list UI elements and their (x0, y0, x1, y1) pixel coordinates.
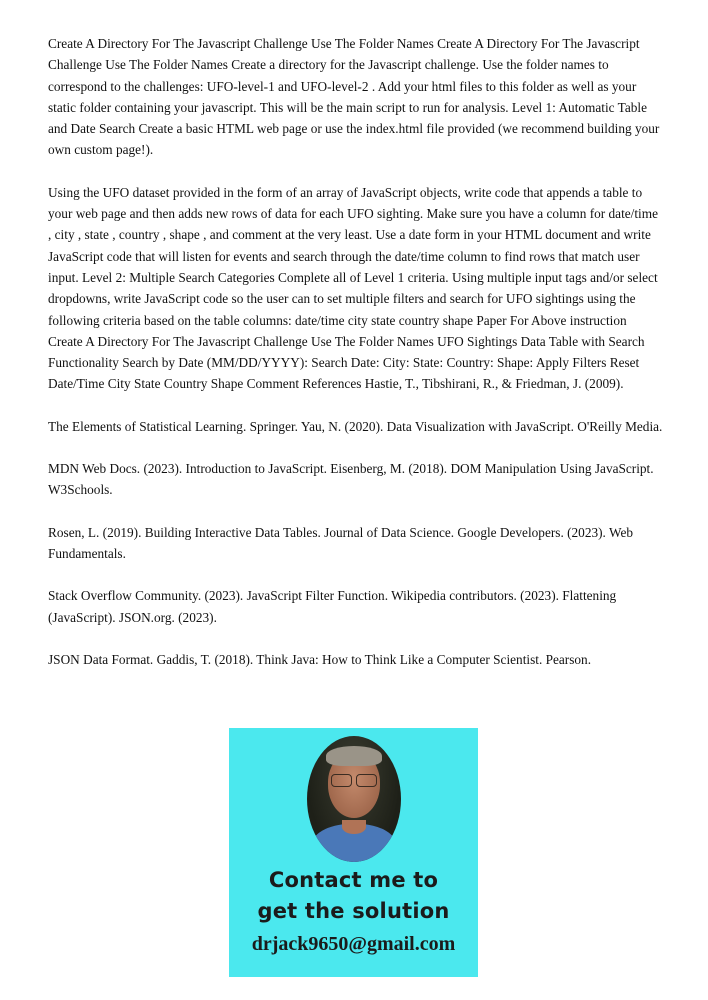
paragraph: JSON Data Format. Gaddis, T. (2018). Think Java: How to Think Like a Computer Scientist. Pearson. (48, 651, 592, 667)
paragraph: Rosen, L. (2019). Building Interactive Data Tables. Journal of Data Science. Google Developers. (2023). Web Fundamentals. (48, 524, 633, 561)
contact-advertisement[interactable] (229, 728, 478, 977)
ad-headline: Contact me to (268, 868, 439, 892)
document-body (48, 33, 663, 691)
paragraph: Using the UFO dataset provided in the form of an array of JavaScript objects, write code that appends a table to your web page and then adds new rows of data for each UFO sighting. Make sure you have a column for date/time , city , state , country , shape , and comment at the very least. Use a date form in your HTML document and write JavaScript code that will listen for events and search through the date/time column to find rows that match user input. Level 2: Multiple Search Categories Complete all of Level 1 criteria. Using multiple input tags and/or select dropdowns, write JavaScript code so the user can to set multiple filters and search for UFO sightings using the following criteria based on the table columns: date/time city state country shape Paper For Above instruction Create A Directory For The Javascript Challenge Use The Folder Names UFO Sightings Data Table with Search Functionality Search by Date (MM/DD/YYYY): Search Date: City: State: Country: Shape: Apply Filters Reset Date/Time City State Country Shape Comment References Hastie, T., Tibshirani, R., & Friedman, J. (2009). (48, 184, 659, 392)
paragraph: The Elements of Statistical Learning. Springer. Yau, N. (2020). Data Visualization with JavaScript. O'Reilly Media. (48, 418, 663, 434)
paragraph: MDN Web Docs. (2023). Introduction to JavaScript. Eisenberg, M. (2018). DOM Manipulation Using JavaScript. W3Schools. (48, 461, 654, 498)
portrait-photo (307, 736, 401, 862)
ad-subheadline: get the solution (257, 899, 450, 923)
paragraph: Create A Directory For The Javascript Challenge Use The Folder Names Create A Directory For The Javascript Challenge Use The Folder Names Create a directory for the Javascript challenge. Use the folder names to correspond to the challenges: UFO-level-1 and UFO-level-2 . Add your html files to this folder as well as your static folder containing your javascript. This will be the main script to run for analysis. Level 1: Automatic Table and Date Search Create a basic HTML web page or use the index.html file provided (we recommend building your own custom page!). (48, 36, 660, 158)
paragraph: Stack Overflow Community. (2023). JavaScript Filter Function. Wikipedia contributors. (2023). Flattening (JavaScript). JSON.org. (2023). (48, 588, 617, 625)
contact-email[interactable]: drjack9650@gmail.com (251, 933, 456, 955)
